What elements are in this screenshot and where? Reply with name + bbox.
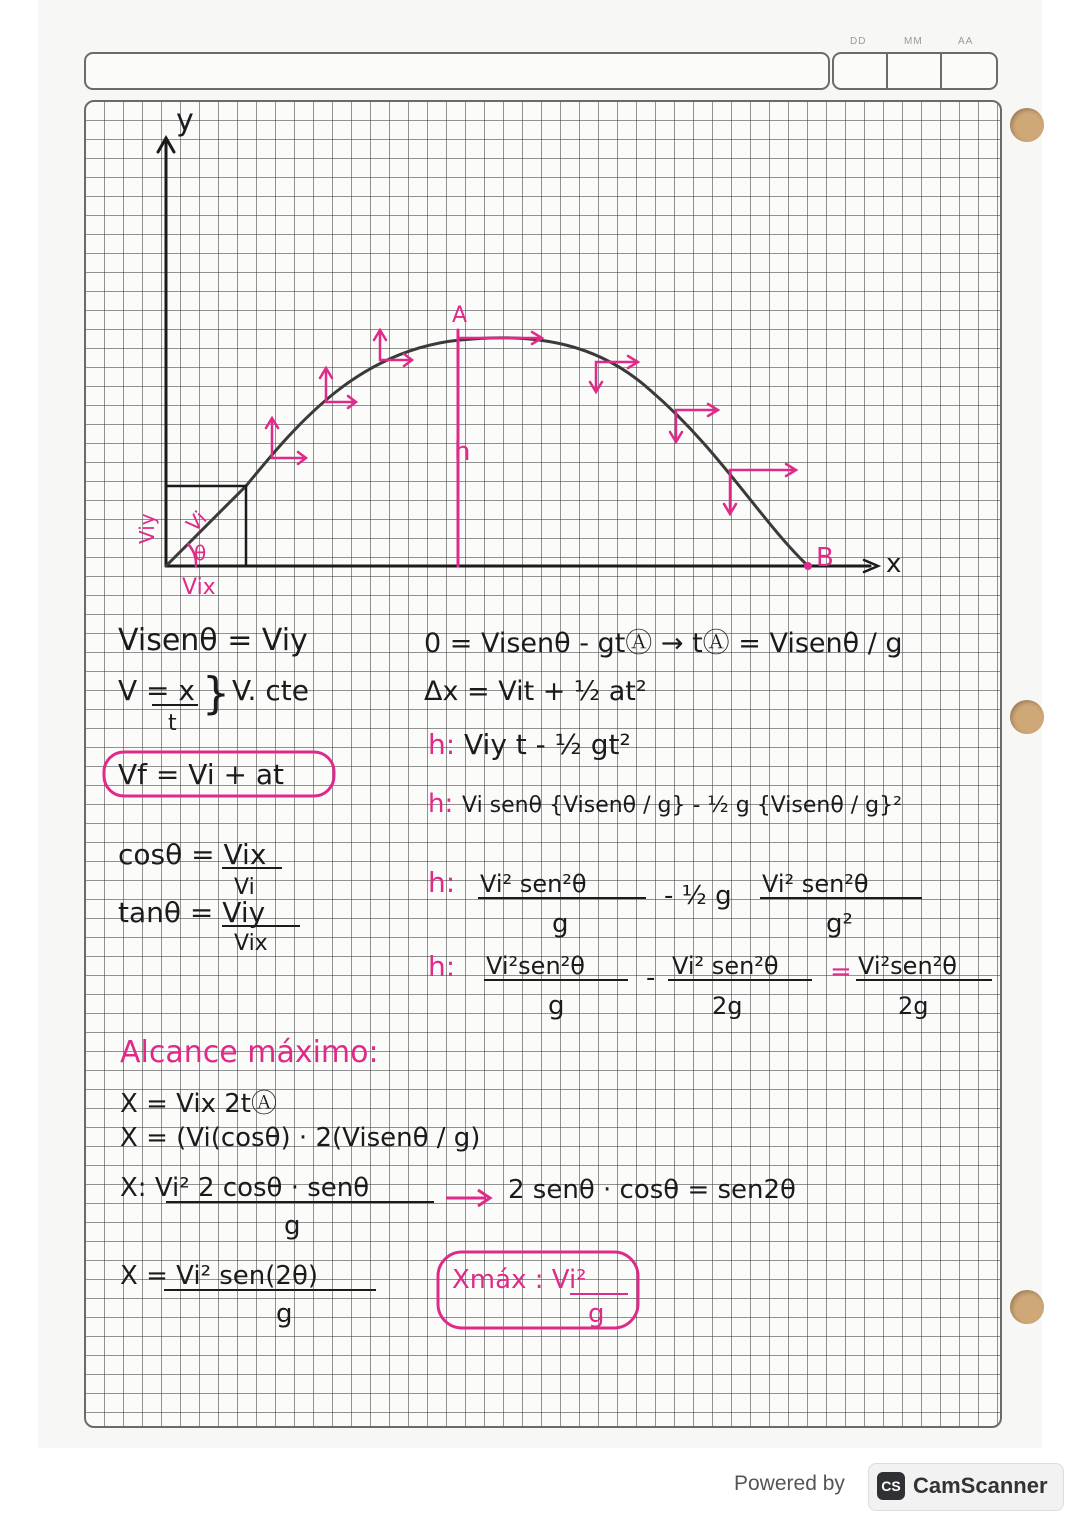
velocity-vectors <box>266 330 796 514</box>
identity-double-angle: 2 senθ · cosθ = sen2θ <box>508 1175 796 1205</box>
formula-height-4-denominator: g <box>548 991 565 1021</box>
theta-label: θ <box>194 541 207 565</box>
formula-constant-velocity: V. cte <box>232 674 309 707</box>
range-step-3: X: Vi² 2 cosθ · senθ <box>120 1173 370 1203</box>
formula-height-3-term: - ½ g <box>664 881 732 911</box>
formula-cosine: cosθ = Vix <box>118 838 267 871</box>
range-step-3-denominator: g <box>284 1211 301 1241</box>
formula-tangent: tanθ = Viy <box>118 896 266 929</box>
trajectory-diagram <box>135 103 901 600</box>
xmax-denominator: g <box>588 1299 605 1329</box>
formula-height-4-denominator-2: 2g <box>712 992 743 1020</box>
h-prefix: h: <box>428 866 456 899</box>
formula-final-velocity: Vf = Vi + at <box>118 758 284 791</box>
height-label: h <box>454 437 471 467</box>
h-prefix: h: <box>428 789 454 819</box>
formula-height-2: Vi senθ {Visenθ / g} - ½ g {Visenθ / g}² <box>462 793 902 818</box>
formula-height-3-denominator-2: g² <box>826 909 853 939</box>
range-step-1: X = Vix 2tⒶ <box>120 1089 277 1119</box>
velocity-vector <box>730 470 794 512</box>
range-title: Alcance máximo: <box>120 1035 379 1070</box>
formula-cosine-denominator: Vi <box>234 875 255 900</box>
right-formulas <box>424 628 992 1021</box>
h-prefix: h: <box>428 728 456 761</box>
apex-label: A <box>452 303 468 328</box>
camscanner-logo-icon: CS <box>877 1472 905 1500</box>
camscanner-badge <box>868 1463 1064 1511</box>
range-step-4-denominator: g <box>276 1299 293 1329</box>
y-axis-label: y <box>176 103 194 138</box>
viy-label: Viy <box>135 513 159 544</box>
camscanner-brand: CamScanner <box>913 1473 1048 1498</box>
formula-height-4-numerator: Vi²sen²θ <box>486 952 585 980</box>
xmax-formula: Xmáx : Vi² <box>452 1265 587 1295</box>
year-label: AA <box>958 36 974 47</box>
formula-time-apex: 0 = Visenθ - gtⒶ → tⒶ = Visenθ / g <box>424 628 903 659</box>
landing-label: B <box>816 543 834 573</box>
range-step-4: X = Vi² sen(2θ) <box>120 1261 319 1291</box>
formula-height-3-numerator-2: Vi² sen²θ <box>762 870 869 898</box>
formula-displacement: Δx = Vit + ½ at² <box>424 676 647 707</box>
x-axis-label: x <box>886 549 902 579</box>
formula-height-3-numerator: Vi² sen²θ <box>480 870 587 898</box>
formula-velocity-denominator: t <box>168 711 177 736</box>
powered-by-text: Powered by <box>734 1472 845 1495</box>
vix-label: Vix <box>182 575 216 600</box>
brace-icon: } <box>202 668 230 719</box>
formula-height-result-denominator: 2g <box>898 992 929 1020</box>
trajectory-curve <box>166 338 808 566</box>
month-label: MM <box>904 36 923 47</box>
day-label: DD <box>850 36 867 47</box>
formula-tangent-denominator: Vix <box>234 931 268 956</box>
formula-height-1: Viy t - ½ gt² <box>464 728 631 761</box>
range-section <box>120 1035 796 1329</box>
left-formulas <box>104 623 334 956</box>
formula-height-result-numerator: Vi²sen²θ <box>858 952 957 980</box>
formula-height-4-equals: = <box>830 957 852 987</box>
landing-point <box>804 562 812 570</box>
h-prefix: h: <box>428 950 456 983</box>
formula-height-3-denominator: g <box>552 909 569 939</box>
vi-label: Vi <box>181 505 212 537</box>
range-step-2: X = (Vi(cosθ) · 2(Visenθ / g) <box>120 1123 481 1153</box>
formula-viy: Visenθ = Viy <box>118 623 308 658</box>
formula-height-4-minus: - <box>646 963 656 993</box>
formula-height-4-numerator-2: Vi² sen²θ <box>672 952 779 980</box>
formula-velocity: V = x <box>118 674 195 707</box>
